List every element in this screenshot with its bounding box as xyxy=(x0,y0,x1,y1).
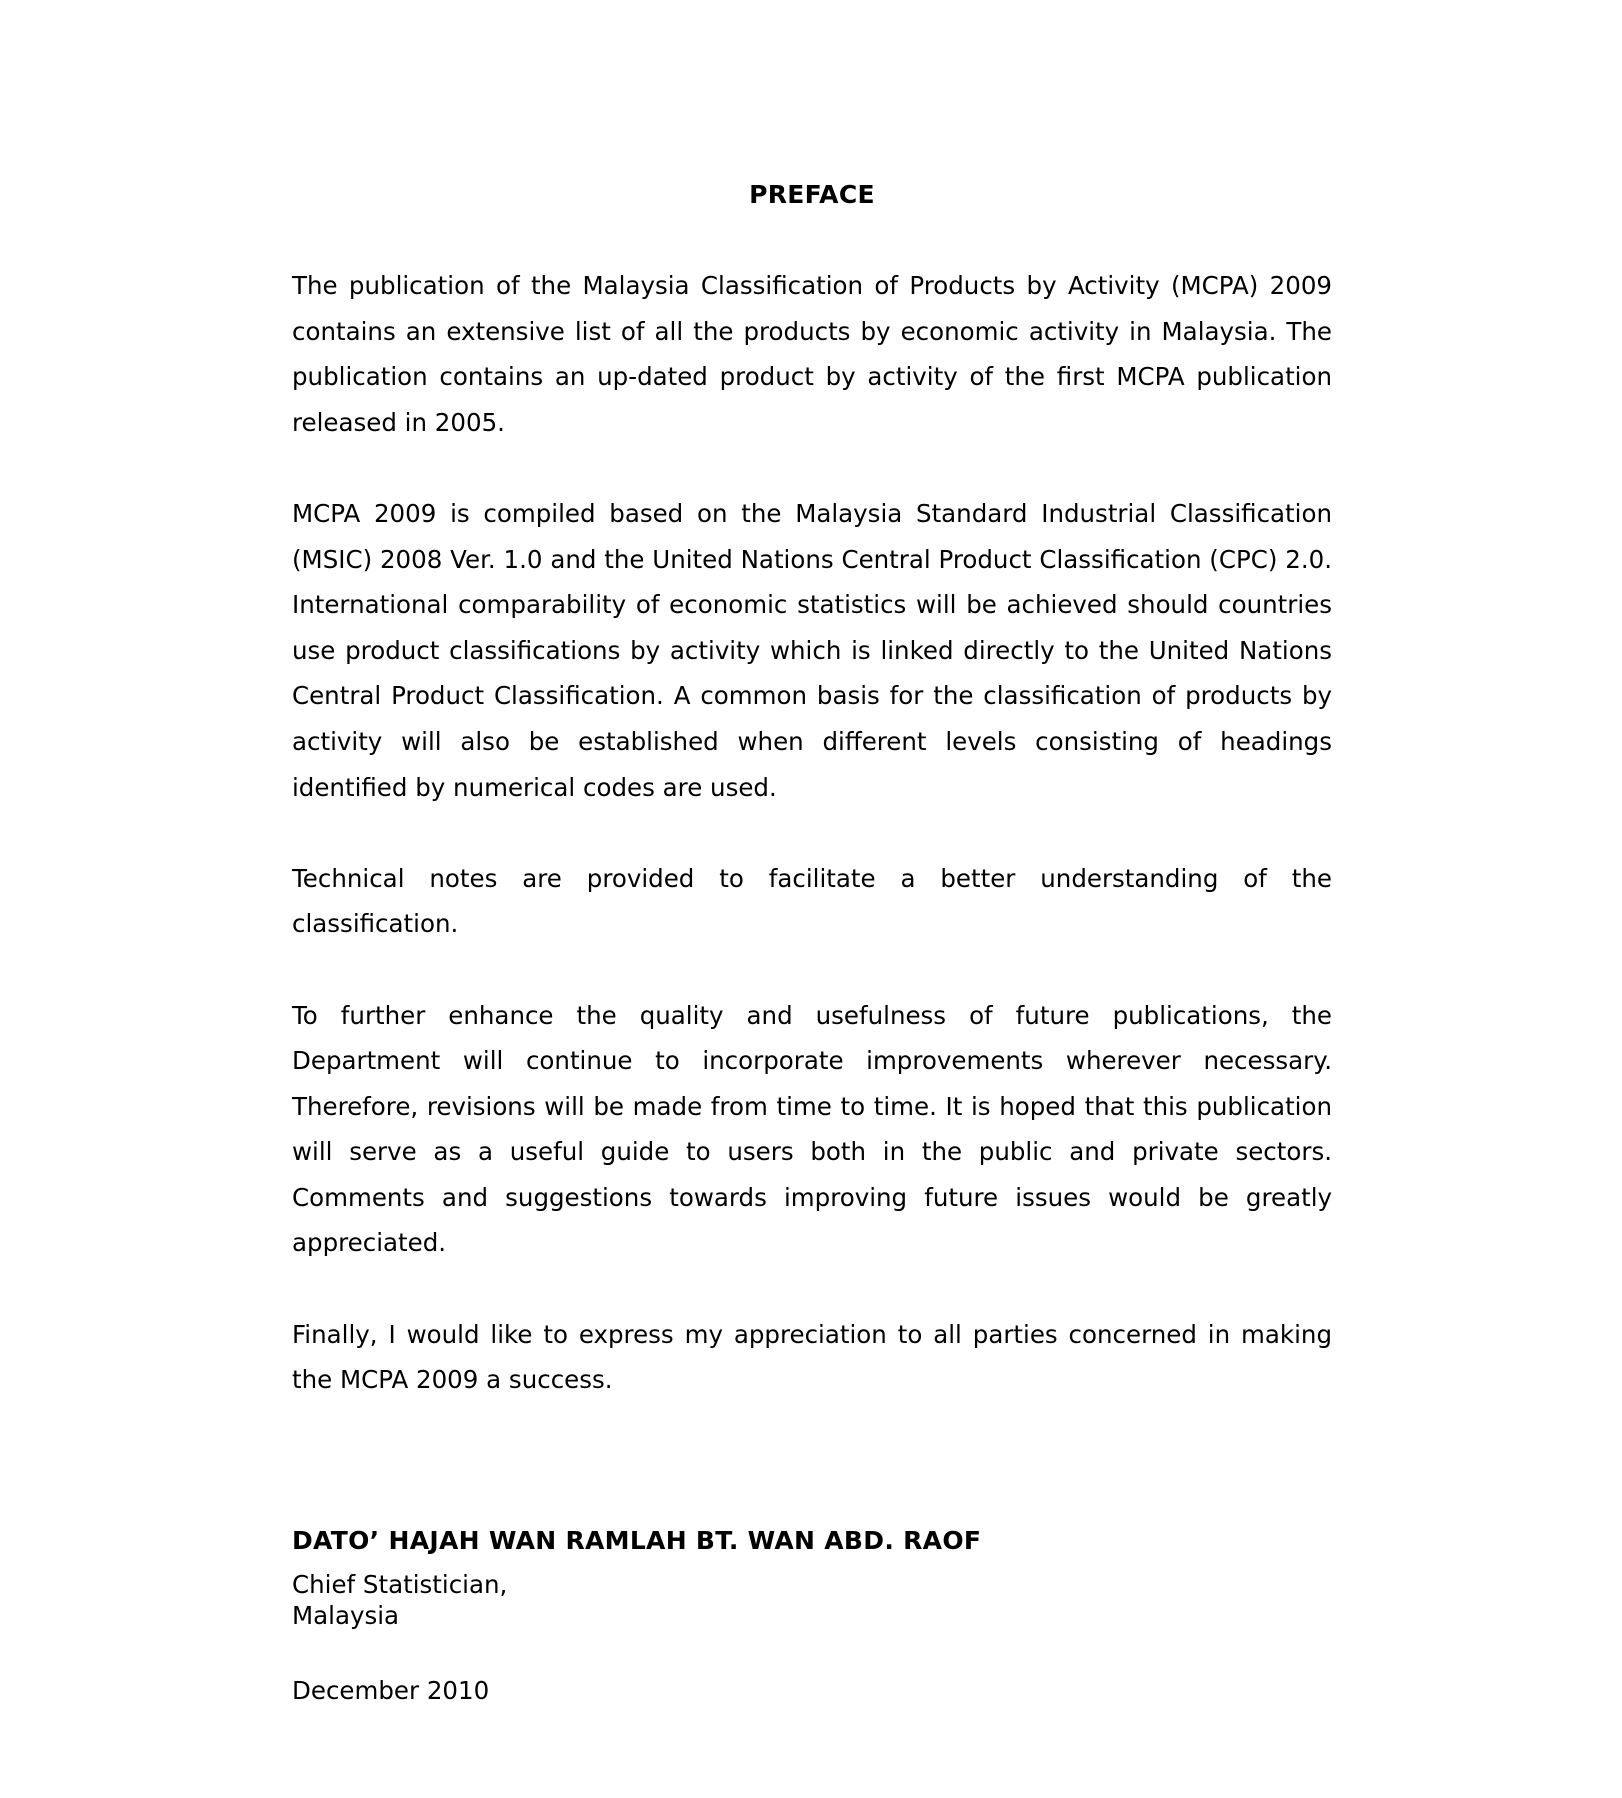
paragraph-appreciation: Finally, I would like to express my appreciation to all parties concerned in making the MCPA 2009 a success. xyxy=(292,1319,1332,1395)
document-page xyxy=(292,172,1332,1706)
signatory-country: Malaysia xyxy=(292,1600,400,1630)
signatory-name: DATO’ HAJAH WAN RAMLAH BT. WAN ABD. RAOF xyxy=(292,1525,982,1555)
paragraph-introduction: The publication of the Malaysia Classification of Products by Activity (MCPA) 2009 contains an extensive list of all the products by economic activity in Malaysia. The publication contains an up-dated product by activity of the first MCPA publication released in 2005. xyxy=(292,271,1332,437)
signature-date: December 2010 xyxy=(292,1675,490,1705)
paragraph-technical-notes: Technical notes are provided to facilitate a better understanding of the classification. xyxy=(292,863,1332,939)
page-title: PREFACE xyxy=(749,180,875,209)
signature-block xyxy=(292,1521,1332,1706)
signatory-role: Chief Statistician, xyxy=(292,1569,508,1599)
paragraph-future-improvements: To further enhance the quality and usefulness of future publications, the Department will continue to incorporate improvements wherever necessary. Therefore, revisions will be made from time to time. It is hoped that this publication will serve as a useful guide to users both in the public and private sectors. Comments and suggestions towards improving future issues would be greatly appreciated. xyxy=(292,1000,1332,1258)
paragraph-compilation-basis: MCPA 2009 is compiled based on the Malaysia Standard Industrial Classification (MSIC) 2008 Ver. 1.0 and the United Nations Central Product Classification (CPC) 2.0. International comparability of economic statistics will be achieved should countries use product classifications by activity which is linked directly to the United Nations Central Product Classification. A common basis for the classification of products by activity will also be established when different levels consisting of headings identified by numerical codes are used. xyxy=(292,498,1332,802)
